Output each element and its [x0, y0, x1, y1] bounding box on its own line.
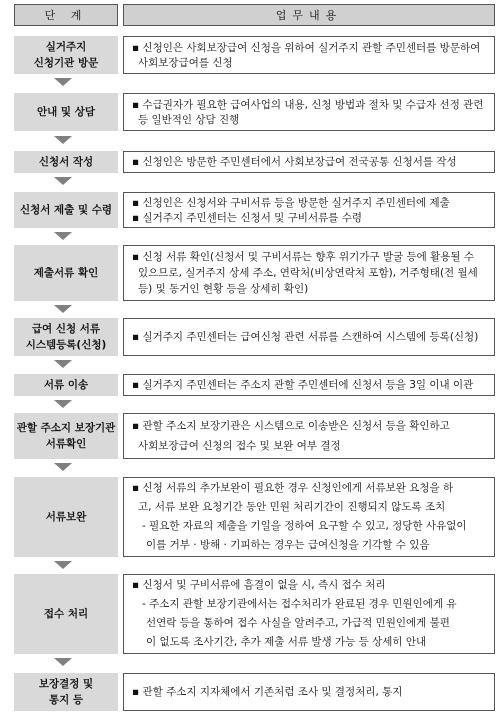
step-desc-register [123, 318, 495, 356]
step-desc-submit [123, 192, 495, 228]
flow-arrow-icon [54, 232, 72, 240]
step-label-visit: 실거주지 신청기관 방문 [14, 36, 118, 74]
step-label-verify: 제출서류 확인 [14, 245, 118, 301]
desc-line: 선연락 등을 통하여 접수 사실을 알려주고, 가급적 민원인에게 불편 [146, 617, 450, 629]
flow-arrow-icon [54, 561, 72, 569]
step-desc-accept [123, 574, 495, 654]
desc-line: ▪ 수급권자가 필요한 급여사업의 내용, 신청 방법과 절차 및 수급자 선정 관련 [132, 99, 484, 111]
flow-arrow-icon [54, 78, 72, 86]
desc-line: ▪ 신청 서류 확인(신청서 및 구비서류는 향후 위기가구 발굴 등에 활용될 수 [132, 251, 475, 263]
column-header-step: 단 계 [14, 4, 118, 26]
flow-arrow-icon [54, 177, 72, 185]
desc-line: ▪ 신청인은 사회보장급여 신청을 위하여 실거주지 관할 주민센터를 방문하여 [132, 42, 481, 54]
desc-line: ▪ 실거주지 주민센터는 급여신청 관련 서류를 스캔하여 시스템에 등록(신청) [132, 331, 479, 343]
desc-line: 사회보장급여를 신청 [138, 57, 233, 69]
desc-line: 이를 거부 · 방해 · 기피하는 경우는 급여신청을 기각할 수 있음 [146, 539, 430, 551]
desc-line: - 주소지 관할 보장기관에서는 접수처리가 완료된 경우 민원인에게 유 [142, 598, 457, 610]
step-label-decision: 보장결정 및 통지 등 [14, 673, 118, 711]
desc-line: 있으므로, 실거주지 상세 주소, 연락처(비상연락처 포함), 거주형태(전 월세 [138, 267, 478, 279]
desc-line: ▪ 신청인은 신청서와 구비서류 등을 방문한 실거주지 주민센터에 제출 [132, 197, 450, 209]
step-label-consult: 안내 및 상담 [14, 93, 118, 131]
flow-arrow-icon [54, 360, 72, 368]
flow-arrow-icon [54, 305, 72, 313]
desc-line: - 필요한 자료의 제출을 기일을 정하여 요구할 수 있고, 정당한 사유없이 [142, 520, 467, 532]
desc-line: ▪ 관할 주소지 지자체에서 기존처럼 조사 및 결정처리, 통지 [132, 686, 403, 698]
step-label-submit: 신청서 제출 및 수령 [14, 192, 118, 228]
desc-line: ▪ 실거주지 주민센터는 주소지 관할 주민센터에 신청서 등을 3일 이내 이관 [132, 379, 474, 391]
step-desc-review [123, 413, 495, 459]
desc-line: ▪ 신청인은 방문한 주민센터에서 사회보장급여 전국공통 신청서를 작성 [132, 156, 457, 168]
step-label-write: 신청서 작성 [14, 151, 118, 173]
step-label-register: 급여 신청 서류 시스템등록(신청) [14, 318, 118, 356]
step-desc-supplement [123, 477, 495, 557]
column-header-task: 업무내용 [123, 4, 495, 26]
desc-line: 고, 서류 보완 요청기간 동안 민원 처리기간이 진행되지 않도록 조치 [138, 501, 446, 513]
step-desc-consult [123, 93, 495, 131]
desc-line: ▪ 신청서 및 구비서류에 흠결이 없을 시, 즉시 접수 처리 [132, 579, 386, 591]
step-desc-visit [123, 36, 495, 74]
step-desc-transfer [123, 374, 495, 396]
desc-line: ▪ 관할 주소지 보장기관은 시스템으로 이송받은 신청서 등을 확인하고 [132, 420, 450, 432]
desc-line: 이 없도록 조사기간, 추가 제출 서류 발생 가능 등 상세히 안내 [146, 636, 427, 648]
flow-arrow-icon [54, 136, 72, 144]
desc-line: 등 일반적인 상담 진행 [138, 114, 240, 126]
step-desc-verify [123, 245, 495, 301]
desc-line: ▪ 실거주지 주민센터는 신청서 및 구비서류를 수령 [132, 212, 363, 224]
desc-line: ▪ 신청 서류의 추가보완이 필요한 경우 신청인에게 서류보완 요청을 하 [132, 482, 454, 494]
flow-arrow-icon [54, 400, 72, 408]
step-label-accept: 접수 처리 [14, 574, 118, 654]
flow-arrow-icon [54, 658, 72, 666]
step-desc-decision [123, 673, 495, 711]
desc-line: 등) 및 동거인 현황 등을 상세히 확인) [138, 283, 309, 295]
step-label-supplement: 서류보완 [14, 477, 118, 557]
step-label-review: 관할 주소지 보장기관 서류확인 [14, 413, 118, 459]
desc-line: 사회보장급여 신청의 접수 및 보완 여부 결정 [138, 440, 341, 452]
step-label-transfer: 서류 이송 [14, 374, 118, 396]
step-desc-write [123, 151, 495, 173]
flow-arrow-icon [54, 463, 72, 471]
